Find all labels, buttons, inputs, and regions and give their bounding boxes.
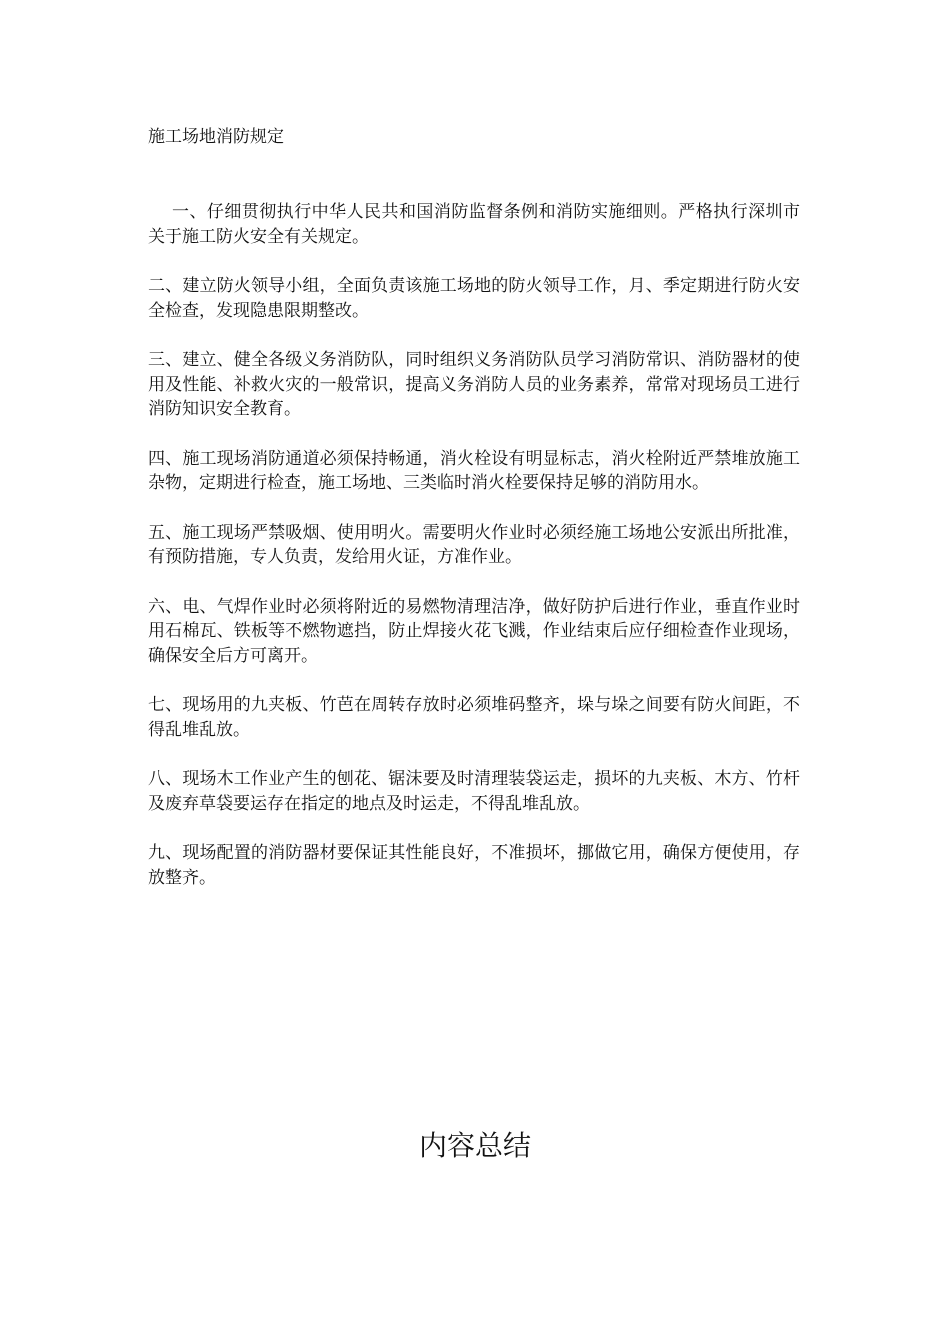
clause-6: 六、电、气焊作业时必须将附近的易燃物清理洁净，做好防护后进行作业，垂直作业时用石棉瓦、铁板等不燃物遮挡，防止焊接火花飞溅，作业结束后应仔细检查作业现场，确保安全后方可离开。 bbox=[148, 596, 800, 666]
clause-9: 九、现场配置的消防器材要保证其性能良好，不准损坏，挪做它用，确保方便使用，存放整齐。 bbox=[148, 843, 800, 888]
clause-5: 五、施工现场严禁吸烟、使用明火。需要明火作业时必须经施工场地公安派出所批准，有预防措施，专人负责，发给用火证，方准作业。 bbox=[148, 522, 800, 567]
clause-3: 三、建立、健全各级义务消防队，同时组织义务消防队员学习消防常识、消防器材的使用及性能、补救火灾的一般常识，提高义务消防人员的业务素养，常常对现场员工进行消防知识安全教育。 bbox=[148, 350, 800, 419]
clause-8: 八、现场木工作业产生的刨花、锯沫要及时清理装袋运走，损坏的九夹板、木方、竹杆及废弃草袋要运存在指定的地点及时运走，不得乱堆乱放。 bbox=[148, 769, 800, 814]
document-title: 施工场地消防规定 bbox=[148, 127, 284, 147]
summary-heading: 内容总结 bbox=[418, 1129, 531, 1162]
clause-1: 一、仔细贯彻执行中华人民共和国消防监督条例和消防实施细则。严格执行深圳市关于施工防火安全有关规定。 bbox=[148, 202, 800, 247]
clause-7: 七、现场用的九夹板、竹芭在周转存放时必须堆码整齐，垛与垛之间要有防火间距，不得乱堆乱放。 bbox=[148, 695, 800, 740]
clause-4: 四、施工现场消防通道必须保持畅通，消火栓设有明显标志，消火栓附近严禁堆放施工杂物，定期进行检查，施工场地、三类临时消火栓要保持足够的消防用水。 bbox=[148, 448, 800, 493]
clause-list bbox=[148, 200, 800, 915]
clause-2: 二、建立防火领导小组，全面负责该施工场地的防火领导工作，月、季定期进行防火安全检查，发现隐患限期整改。 bbox=[148, 276, 800, 321]
